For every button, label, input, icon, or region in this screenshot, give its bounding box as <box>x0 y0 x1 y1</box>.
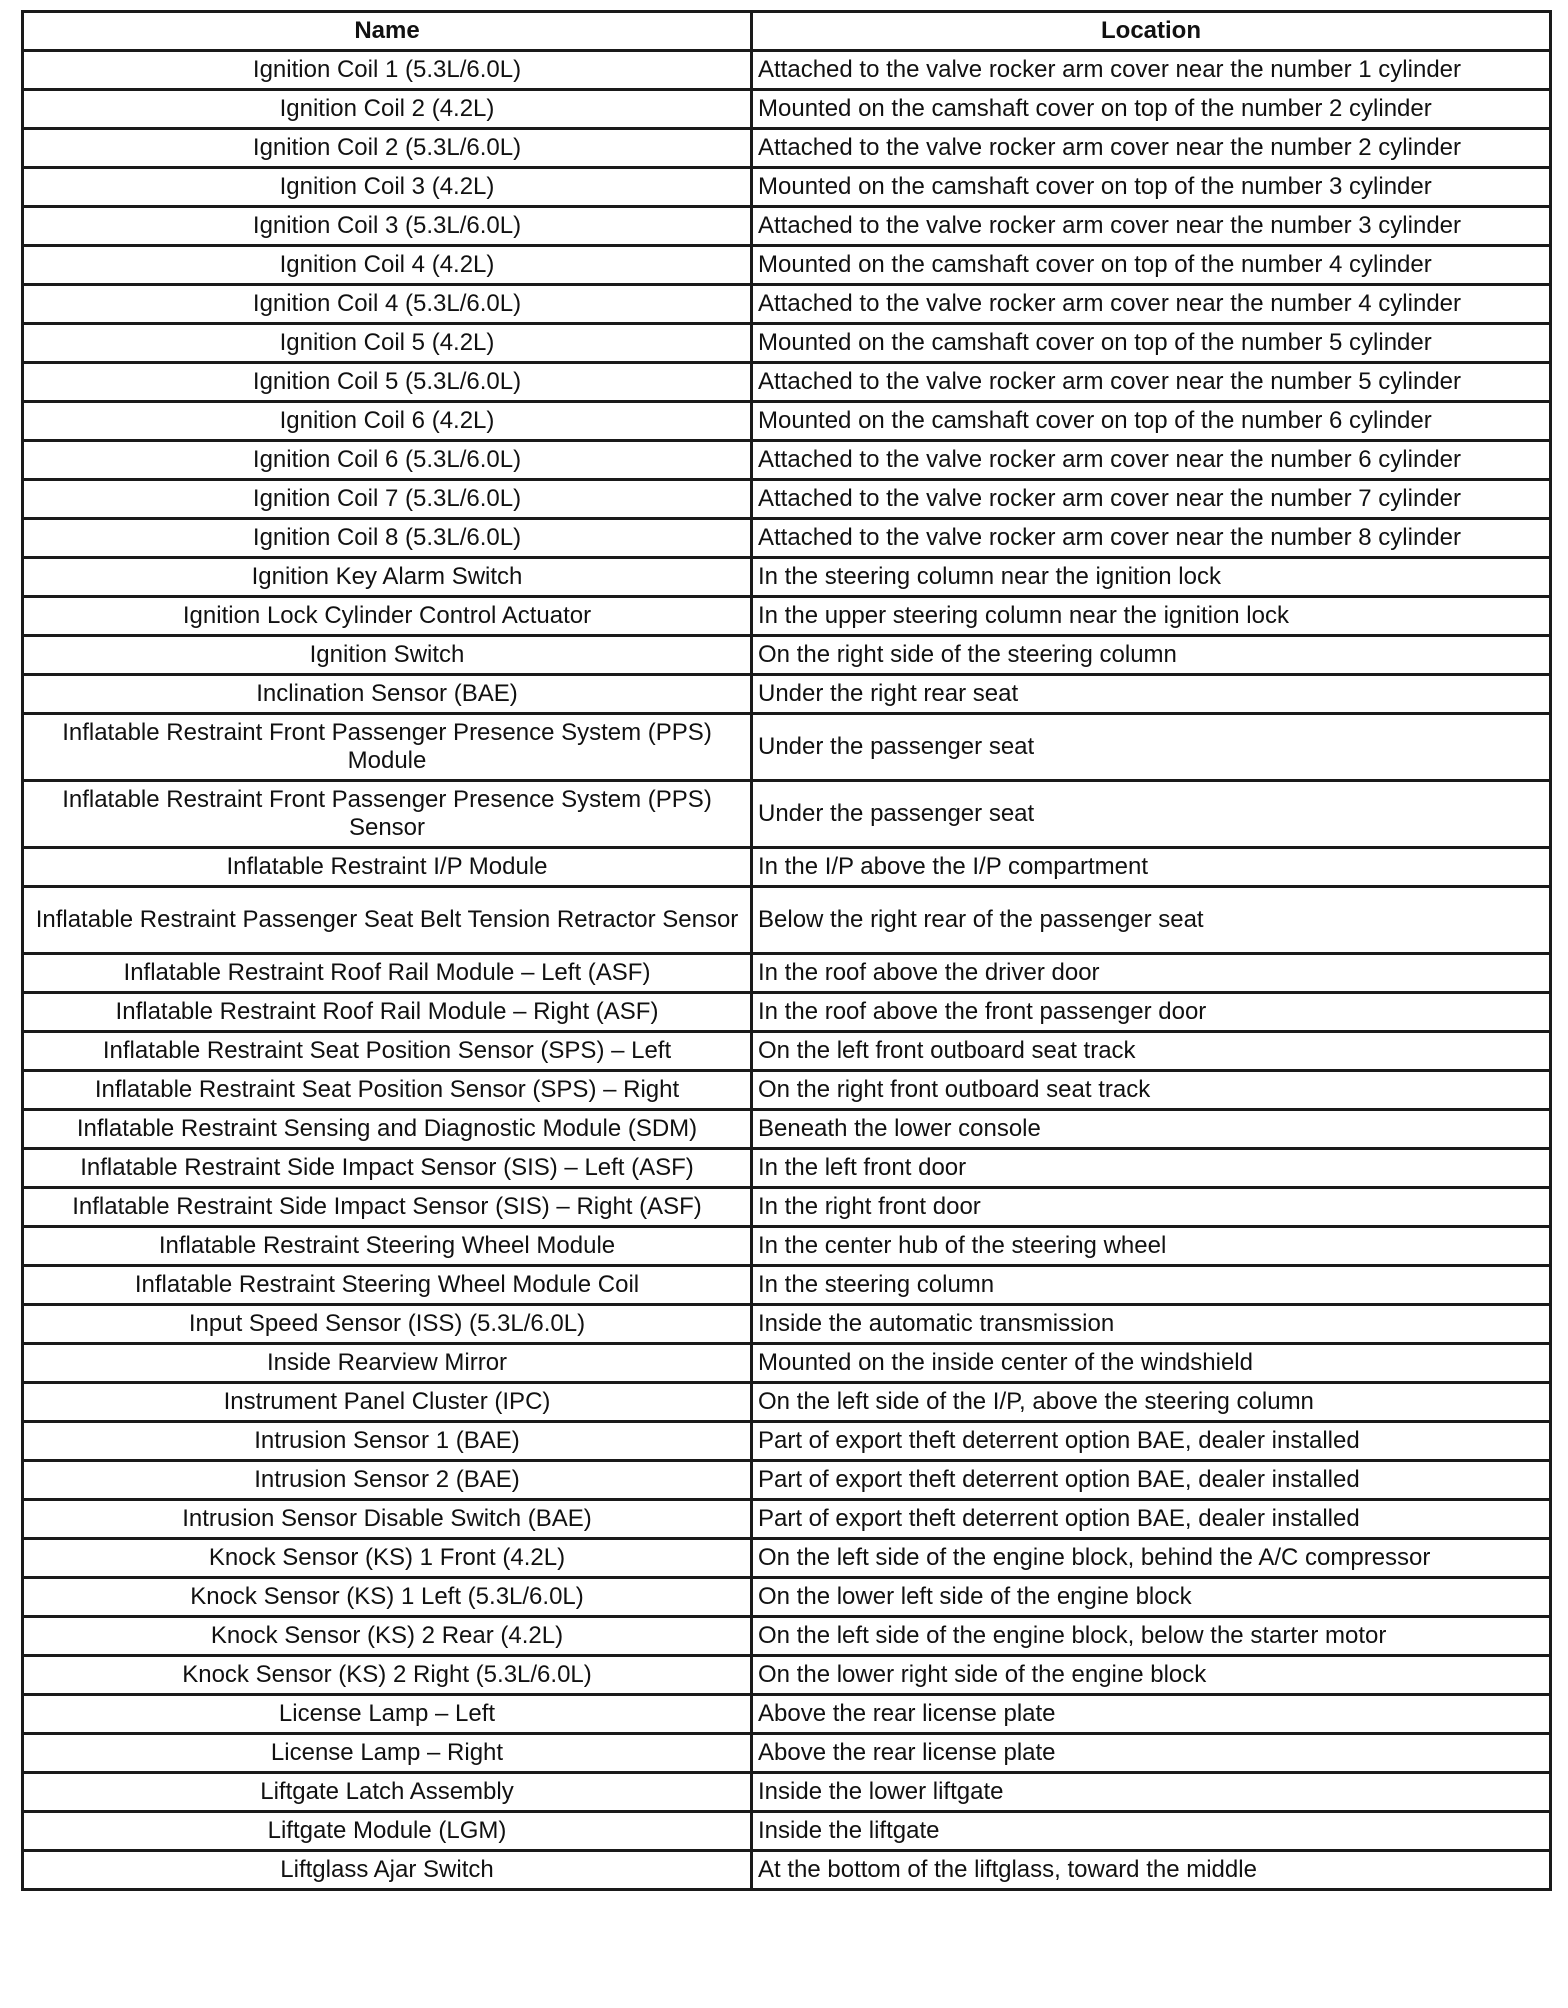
cell-name: Liftgate Module (LGM) <box>23 1812 752 1851</box>
table-row <box>23 954 1551 993</box>
cell-location: Above the rear license plate <box>752 1734 1551 1773</box>
table-row <box>23 1149 1551 1188</box>
table-row <box>23 1344 1551 1383</box>
table-row <box>23 675 1551 714</box>
cell-name: Ignition Coil 5 (5.3L/6.0L) <box>23 363 752 402</box>
cell-location: In the left front door <box>752 1149 1551 1188</box>
cell-location: In the steering column near the ignition lock <box>752 558 1551 597</box>
cell-location: On the left front outboard seat track <box>752 1032 1551 1071</box>
cell-location: Inside the automatic transmission <box>752 1305 1551 1344</box>
cell-location: Inside the liftgate <box>752 1812 1551 1851</box>
cell-name: Intrusion Sensor Disable Switch (BAE) <box>23 1500 752 1539</box>
table-row <box>23 402 1551 441</box>
cell-location: Mounted on the camshaft cover on top of the number 2 cylinder <box>752 90 1551 129</box>
header-row <box>23 12 1551 51</box>
cell-name: Instrument Panel Cluster (IPC) <box>23 1383 752 1422</box>
cell-name: Ignition Coil 6 (4.2L) <box>23 402 752 441</box>
cell-name: Inflatable Restraint Steering Wheel Module Coil <box>23 1266 752 1305</box>
cell-name: Ignition Coil 2 (4.2L) <box>23 90 752 129</box>
cell-name: Inflatable Restraint Seat Position Sensor (SPS) – Left <box>23 1032 752 1071</box>
cell-location: In the upper steering column near the ignition lock <box>752 597 1551 636</box>
cell-name: Intrusion Sensor 2 (BAE) <box>23 1461 752 1500</box>
cell-name: Inflatable Restraint Seat Position Sensor (SPS) – Right <box>23 1071 752 1110</box>
cell-location: Attached to the valve rocker arm cover near the number 5 cylinder <box>752 363 1551 402</box>
cell-name: Knock Sensor (KS) 1 Front (4.2L) <box>23 1539 752 1578</box>
table-row <box>23 1578 1551 1617</box>
cell-location: On the lower left side of the engine block <box>752 1578 1551 1617</box>
table-row <box>23 1539 1551 1578</box>
table-row <box>23 1500 1551 1539</box>
cell-location: Attached to the valve rocker arm cover near the number 3 cylinder <box>752 207 1551 246</box>
cell-name: Inclination Sensor (BAE) <box>23 675 752 714</box>
table-row <box>23 480 1551 519</box>
cell-location: In the center hub of the steering wheel <box>752 1227 1551 1266</box>
cell-location: At the bottom of the liftglass, toward the middle <box>752 1851 1551 1890</box>
table-row <box>23 168 1551 207</box>
header-location: Location <box>752 12 1551 51</box>
cell-location: In the right front door <box>752 1188 1551 1227</box>
table-row <box>23 285 1551 324</box>
table-row <box>23 1305 1551 1344</box>
cell-name: Ignition Lock Cylinder Control Actuator <box>23 597 752 636</box>
table-row <box>23 324 1551 363</box>
cell-location: Part of export theft deterrent option BAE, dealer installed <box>752 1422 1551 1461</box>
cell-name: Knock Sensor (KS) 1 Left (5.3L/6.0L) <box>23 1578 752 1617</box>
cell-location: Part of export theft deterrent option BAE, dealer installed <box>752 1500 1551 1539</box>
cell-name: Inflatable Restraint Passenger Seat Belt Tension Retractor Sensor <box>23 887 752 954</box>
cell-location: Under the passenger seat <box>752 781 1551 848</box>
cell-location: In the I/P above the I/P compartment <box>752 848 1551 887</box>
table-row <box>23 1110 1551 1149</box>
table-row <box>23 1266 1551 1305</box>
cell-location: Attached to the valve rocker arm cover near the number 2 cylinder <box>752 129 1551 168</box>
table-row <box>23 558 1551 597</box>
cell-location: Attached to the valve rocker arm cover near the number 1 cylinder <box>752 51 1551 90</box>
cell-location: Attached to the valve rocker arm cover near the number 7 cylinder <box>752 480 1551 519</box>
table-row <box>23 887 1551 954</box>
header-name: Name <box>23 12 752 51</box>
cell-name: Inflatable Restraint I/P Module <box>23 848 752 887</box>
table-row <box>23 1227 1551 1266</box>
cell-location: Part of export theft deterrent option BAE, dealer installed <box>752 1461 1551 1500</box>
cell-name: Inflatable Restraint Roof Rail Module – Right (ASF) <box>23 993 752 1032</box>
cell-location: On the left side of the I/P, above the steering column <box>752 1383 1551 1422</box>
cell-name: Ignition Coil 6 (5.3L/6.0L) <box>23 441 752 480</box>
table-row <box>23 597 1551 636</box>
cell-name: Ignition Key Alarm Switch <box>23 558 752 597</box>
cell-name: Liftglass Ajar Switch <box>23 1851 752 1890</box>
cell-name: Ignition Coil 5 (4.2L) <box>23 324 752 363</box>
table-row <box>23 519 1551 558</box>
cell-location: In the roof above the driver door <box>752 954 1551 993</box>
table-row <box>23 51 1551 90</box>
table-body <box>23 51 1551 1890</box>
cell-name: Ignition Coil 7 (5.3L/6.0L) <box>23 480 752 519</box>
cell-name: License Lamp – Right <box>23 1734 752 1773</box>
cell-name: Inside Rearview Mirror <box>23 1344 752 1383</box>
cell-name: Ignition Coil 4 (4.2L) <box>23 246 752 285</box>
cell-location: Mounted on the camshaft cover on top of the number 4 cylinder <box>752 246 1551 285</box>
cell-name: Inflatable Restraint Sensing and Diagnostic Module (SDM) <box>23 1110 752 1149</box>
cell-name: Knock Sensor (KS) 2 Right (5.3L/6.0L) <box>23 1656 752 1695</box>
table-row <box>23 1461 1551 1500</box>
cell-location: On the right front outboard seat track <box>752 1071 1551 1110</box>
table-row <box>23 1422 1551 1461</box>
table-row <box>23 714 1551 781</box>
cell-name: Ignition Coil 2 (5.3L/6.0L) <box>23 129 752 168</box>
cell-location: Attached to the valve rocker arm cover near the number 6 cylinder <box>752 441 1551 480</box>
cell-location: Mounted on the camshaft cover on top of the number 6 cylinder <box>752 402 1551 441</box>
table-row <box>23 1812 1551 1851</box>
cell-name: Liftgate Latch Assembly <box>23 1773 752 1812</box>
cell-name: Intrusion Sensor 1 (BAE) <box>23 1422 752 1461</box>
cell-name: Inflatable Restraint Roof Rail Module – Left (ASF) <box>23 954 752 993</box>
cell-name: Ignition Coil 3 (5.3L/6.0L) <box>23 207 752 246</box>
table-row <box>23 1695 1551 1734</box>
cell-name: Ignition Coil 3 (4.2L) <box>23 168 752 207</box>
cell-name: Inflatable Restraint Steering Wheel Module <box>23 1227 752 1266</box>
table-row <box>23 781 1551 848</box>
table-row <box>23 207 1551 246</box>
table-row <box>23 1773 1551 1812</box>
cell-name: Inflatable Restraint Front Passenger Presence System (PPS) Module <box>23 714 752 781</box>
cell-location: In the roof above the front passenger door <box>752 993 1551 1032</box>
cell-location: Inside the lower liftgate <box>752 1773 1551 1812</box>
cell-location: Mounted on the camshaft cover on top of the number 3 cylinder <box>752 168 1551 207</box>
cell-location: Attached to the valve rocker arm cover near the number 4 cylinder <box>752 285 1551 324</box>
table-row <box>23 993 1551 1032</box>
table-row <box>23 1734 1551 1773</box>
table-row <box>23 441 1551 480</box>
cell-location: On the left side of the engine block, below the starter motor <box>752 1617 1551 1656</box>
cell-name: Inflatable Restraint Side Impact Sensor (SIS) – Left (ASF) <box>23 1149 752 1188</box>
table-row <box>23 1617 1551 1656</box>
table-row <box>23 1032 1551 1071</box>
table-row <box>23 246 1551 285</box>
table-row <box>23 1071 1551 1110</box>
cell-location: Beneath the lower console <box>752 1110 1551 1149</box>
table-row <box>23 1851 1551 1890</box>
cell-name: Ignition Coil 8 (5.3L/6.0L) <box>23 519 752 558</box>
cell-name: Input Speed Sensor (ISS) (5.3L/6.0L) <box>23 1305 752 1344</box>
component-location-table <box>21 10 1552 1891</box>
cell-name: License Lamp – Left <box>23 1695 752 1734</box>
table-row <box>23 1188 1551 1227</box>
cell-location: Attached to the valve rocker arm cover near the number 8 cylinder <box>752 519 1551 558</box>
cell-location: Above the rear license plate <box>752 1695 1551 1734</box>
cell-name: Ignition Coil 1 (5.3L/6.0L) <box>23 51 752 90</box>
table-row <box>23 1383 1551 1422</box>
cell-location: Mounted on the camshaft cover on top of the number 5 cylinder <box>752 324 1551 363</box>
cell-location: In the steering column <box>752 1266 1551 1305</box>
cell-name: Ignition Switch <box>23 636 752 675</box>
table-row <box>23 363 1551 402</box>
cell-location: Under the right rear seat <box>752 675 1551 714</box>
cell-location: On the left side of the engine block, behind the A/C compressor <box>752 1539 1551 1578</box>
cell-name: Ignition Coil 4 (5.3L/6.0L) <box>23 285 752 324</box>
cell-name: Knock Sensor (KS) 2 Rear (4.2L) <box>23 1617 752 1656</box>
table-row <box>23 129 1551 168</box>
cell-name: Inflatable Restraint Side Impact Sensor (SIS) – Right (ASF) <box>23 1188 752 1227</box>
cell-location: Below the right rear of the passenger seat <box>752 887 1551 954</box>
cell-location: Under the passenger seat <box>752 714 1551 781</box>
cell-location: On the right side of the steering column <box>752 636 1551 675</box>
cell-location: On the lower right side of the engine block <box>752 1656 1551 1695</box>
cell-name: Inflatable Restraint Front Passenger Presence System (PPS) Sensor <box>23 781 752 848</box>
table-row <box>23 848 1551 887</box>
table-row <box>23 636 1551 675</box>
table-row <box>23 90 1551 129</box>
cell-location: Mounted on the inside center of the windshield <box>752 1344 1551 1383</box>
table-row <box>23 1656 1551 1695</box>
